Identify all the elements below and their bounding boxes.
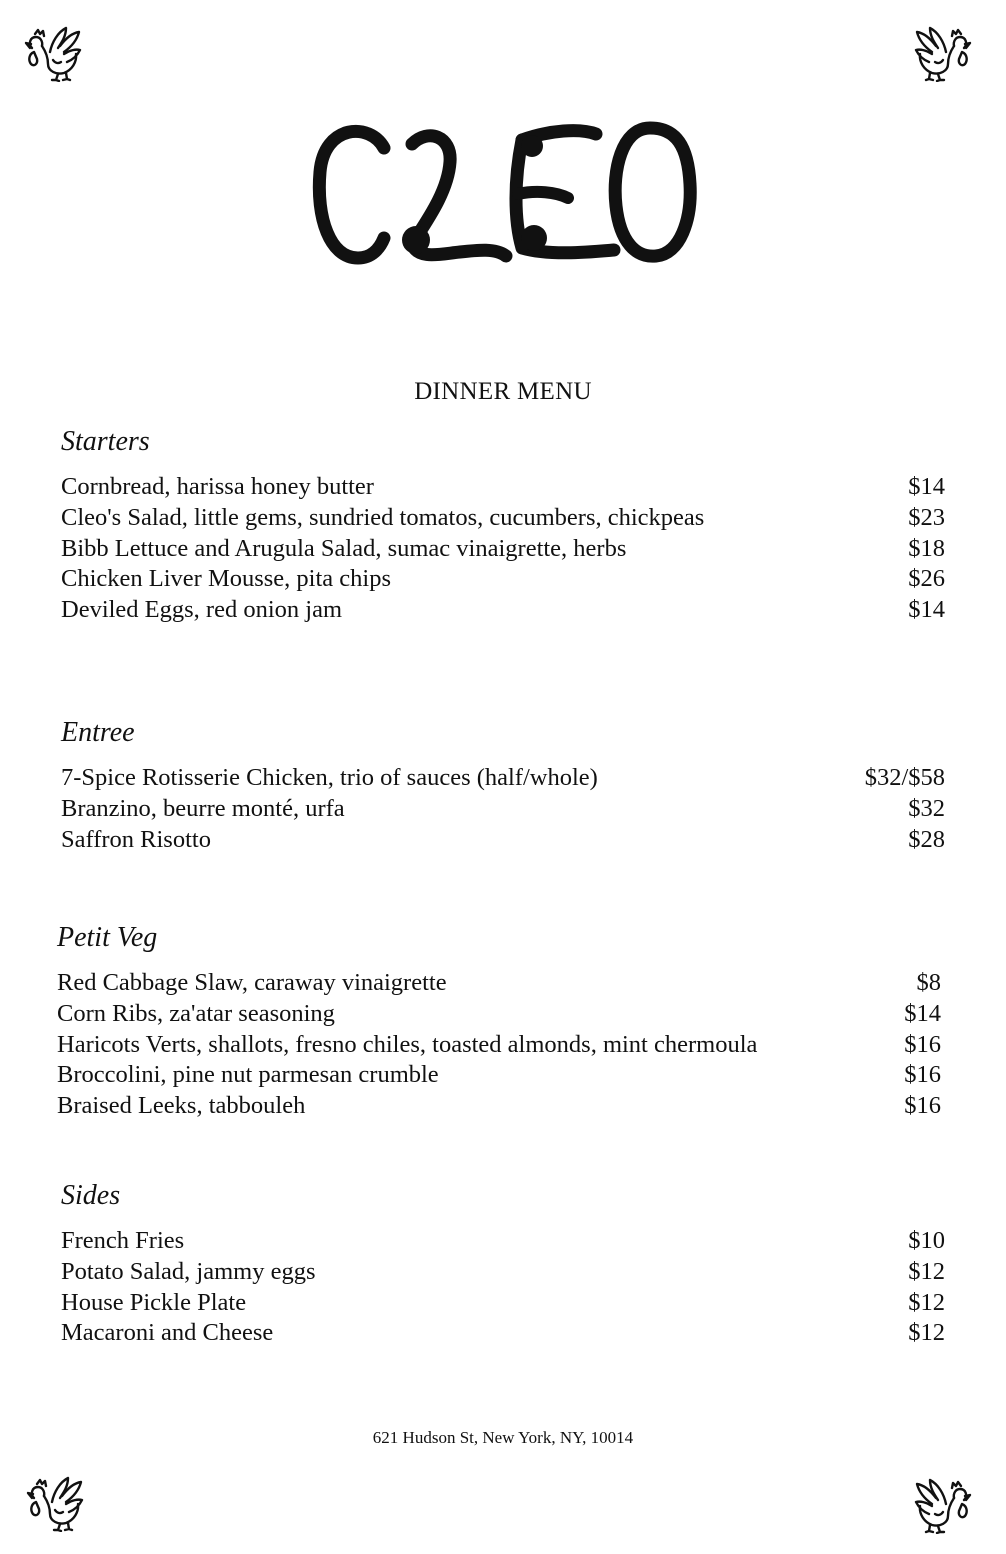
item-name: Bibb Lettuce and Arugula Salad, sumac vinaigrette, herbs xyxy=(61,534,627,562)
item-price: $10 xyxy=(908,1227,945,1254)
item-name: Macaroni and Cheese xyxy=(61,1319,274,1347)
item-price: $16 xyxy=(904,1092,941,1120)
item-name: 7-Spice Rotisserie Chicken, trio of sauces (half/whole) xyxy=(61,764,598,791)
menu-title: DINNER MENU xyxy=(414,378,592,405)
item-name: Potato Salad, jammy eggs xyxy=(61,1257,316,1285)
menu-item xyxy=(61,1318,945,1349)
item-price: $8 xyxy=(916,969,941,996)
item-price: $12 xyxy=(908,1319,945,1347)
section-petit-veg xyxy=(57,922,941,1122)
menu-item xyxy=(57,999,941,1030)
item-price: $14 xyxy=(904,999,941,1027)
rooster-drawing-icon xyxy=(22,22,84,82)
item-price: $12 xyxy=(908,1288,945,1316)
item-price: $14 xyxy=(908,473,945,500)
section-heading: Starters xyxy=(61,426,150,457)
menu-item xyxy=(61,763,945,794)
item-price: $12 xyxy=(908,1257,945,1285)
menu-item xyxy=(61,503,945,534)
menu-item xyxy=(61,1226,945,1257)
item-price: $23 xyxy=(908,503,945,531)
item-name: Haricots Verts, shallots, fresno chiles, toasted almonds, mint chermoula xyxy=(57,1030,758,1058)
item-price: $16 xyxy=(904,1061,941,1089)
menu-item xyxy=(57,1091,941,1122)
menu-item xyxy=(57,1030,941,1061)
item-name: Braised Leeks, tabbouleh xyxy=(57,1092,306,1120)
item-price: $16 xyxy=(904,1030,941,1058)
item-price: $14 xyxy=(908,596,945,624)
menu-item xyxy=(57,968,941,999)
item-name: Cornbread, harissa honey butter xyxy=(61,473,374,500)
section-heading: Entree xyxy=(61,717,135,748)
item-name: Broccolini, pine nut parmesan crumble xyxy=(57,1061,439,1089)
item-name: Deviled Eggs, red onion jam xyxy=(61,596,343,624)
item-price: $32/$58 xyxy=(864,764,945,791)
item-name: Corn Ribs, za'atar seasoning xyxy=(57,999,335,1027)
item-name: French Fries xyxy=(61,1227,185,1254)
menu-item xyxy=(61,534,945,565)
restaurant-address: 621 Hudson St, New York, NY, 10014 xyxy=(372,1428,634,1447)
menu-item xyxy=(61,595,945,626)
menu-item xyxy=(61,564,945,595)
rooster-drawing-icon xyxy=(912,22,974,82)
section-heading: Petit Veg xyxy=(57,922,158,953)
item-price: $18 xyxy=(908,534,945,562)
menu-item xyxy=(61,794,945,825)
menu-item xyxy=(61,1257,945,1288)
menu-item xyxy=(61,825,945,856)
item-price: $26 xyxy=(908,565,945,593)
menu-item xyxy=(61,1288,945,1319)
item-price: $32 xyxy=(908,794,945,822)
section-entree xyxy=(61,717,945,855)
item-name: Saffron Risotto xyxy=(61,825,211,853)
rooster-drawing-icon xyxy=(912,1474,974,1534)
menu-item xyxy=(61,472,945,503)
section-sides xyxy=(61,1180,945,1349)
menu-item xyxy=(57,1060,941,1091)
rooster-drawing-icon xyxy=(24,1472,86,1532)
item-name: Red Cabbage Slaw, caraway vinaigrette xyxy=(57,969,447,996)
section-heading: Sides xyxy=(61,1180,121,1211)
item-name: Chicken Liver Mousse, pita chips xyxy=(61,565,392,593)
item-price: $28 xyxy=(908,825,945,853)
cleo-logo xyxy=(300,110,710,280)
section-starters xyxy=(61,426,945,626)
item-name: House Pickle Plate xyxy=(61,1288,247,1316)
item-name: Cleo's Salad, little gems, sundried tomatos, cucumbers, chickpeas xyxy=(61,503,705,531)
item-name: Branzino, beurre monté, urfa xyxy=(61,794,345,822)
